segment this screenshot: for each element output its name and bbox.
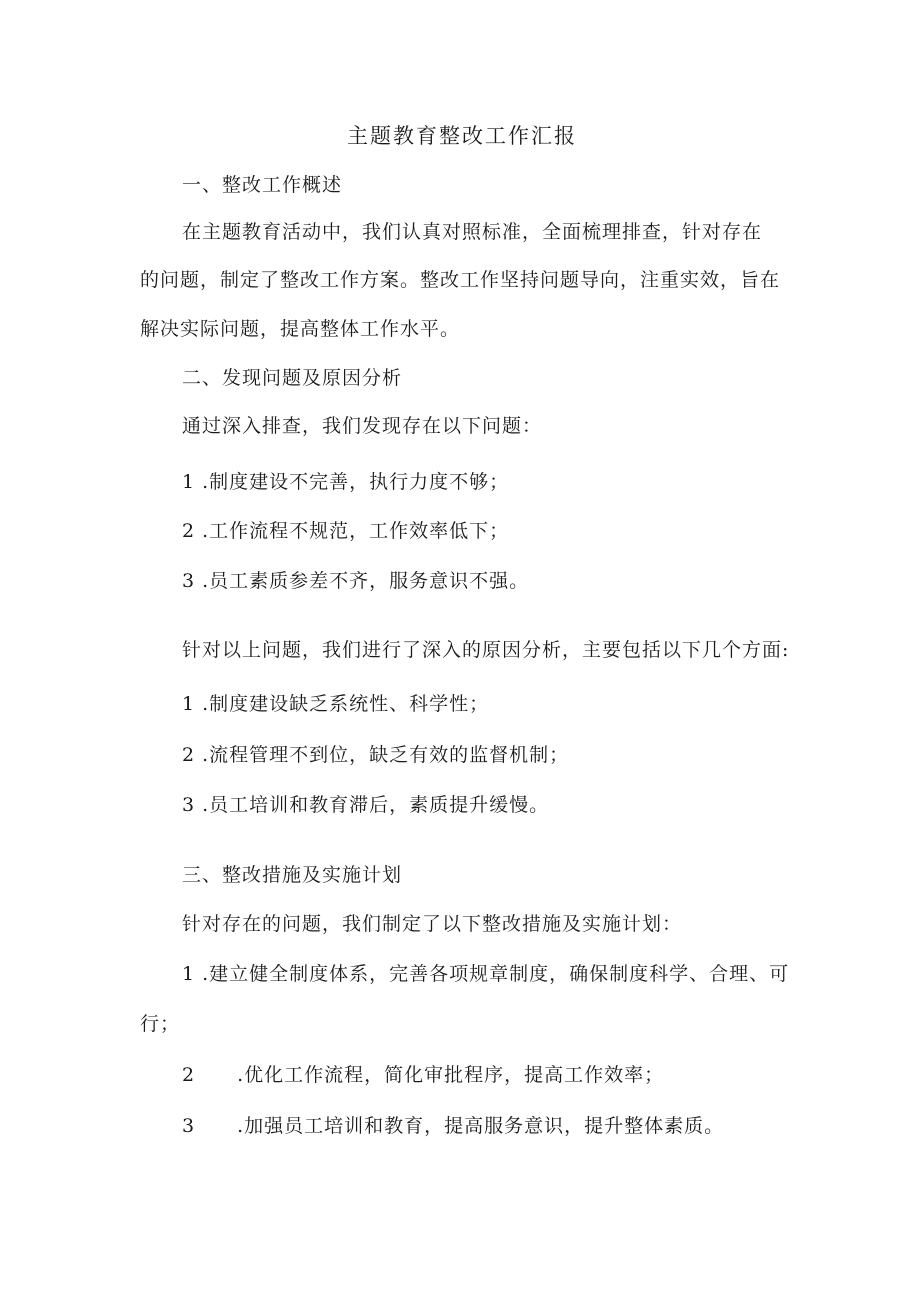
section2-intro: 通过深入排查，我们发现存在以下问题： [182, 415, 543, 437]
problem-text: .员工素质参差不齐，服务意识不强。 [202, 570, 530, 592]
measure-item [182, 1114, 724, 1138]
measure-item [182, 962, 789, 986]
problem-number: 3 [182, 570, 196, 592]
measure-number: 2 [182, 1064, 196, 1086]
cause-item [182, 743, 569, 767]
section1-paragraph-line3: 解决实际问题，提高整体工作水平。 [140, 318, 461, 340]
section1-paragraph-line1: 在主题教育活动中，我们认真对照标准，全面梳理排查，针对存在 [182, 221, 763, 243]
section3-heading: 三、整改措施及实施计划 [182, 864, 403, 886]
measure-number: 1 [182, 963, 196, 985]
document-title: 主题教育整改工作汇报 [347, 124, 577, 148]
cause-text: .员工培训和教育滞后，素质提升缓慢。 [202, 794, 550, 816]
measure-number: 3 [182, 1115, 196, 1137]
measure-text: .建立健全制度体系，完善各项规章制度，确保制度科学、合理、可 [202, 963, 790, 985]
measure-text: .加强员工培训和教育，提高服务意识，提升整体素质。 [237, 1115, 725, 1137]
problem-item [182, 470, 509, 494]
problem-item [182, 569, 529, 593]
problem-text: .工作流程不规范，工作效率低下； [202, 520, 510, 542]
section3-intro: 针对存在的问题，我们制定了以下整改措施及实施计划： [182, 913, 683, 935]
cause-number: 2 [182, 744, 196, 766]
section1-paragraph-line2: 的问题，制定了整改工作方案。整改工作坚持问题导向，注重实效，旨在 [140, 269, 781, 291]
section1-heading: 一、整改工作概述 [182, 174, 343, 196]
problem-text: .制度建设不完善，执行力度不够； [202, 471, 510, 493]
measure-text: .优化工作流程，简化审批程序，提高工作效率； [237, 1064, 665, 1086]
cause-text: .制度建设缺乏系统性、科学性； [202, 693, 490, 715]
problem-number: 1 [182, 471, 196, 493]
measure-continuation: 行； [140, 1013, 181, 1035]
problem-number: 2 [182, 520, 196, 542]
cause-item [182, 793, 549, 817]
problem-item [182, 519, 509, 543]
cause-text: .流程管理不到位，缺乏有效的监督机制； [202, 744, 570, 766]
cause-item [182, 692, 489, 716]
cause-intro: 针对以上问题，我们进行了深入的原因分析，主要包括以下几个方面: [182, 639, 790, 661]
cause-number: 3 [182, 794, 196, 816]
cause-number: 1 [182, 693, 196, 715]
section2-heading: 二、发现问题及原因分析 [182, 367, 403, 389]
measure-item [182, 1063, 664, 1087]
